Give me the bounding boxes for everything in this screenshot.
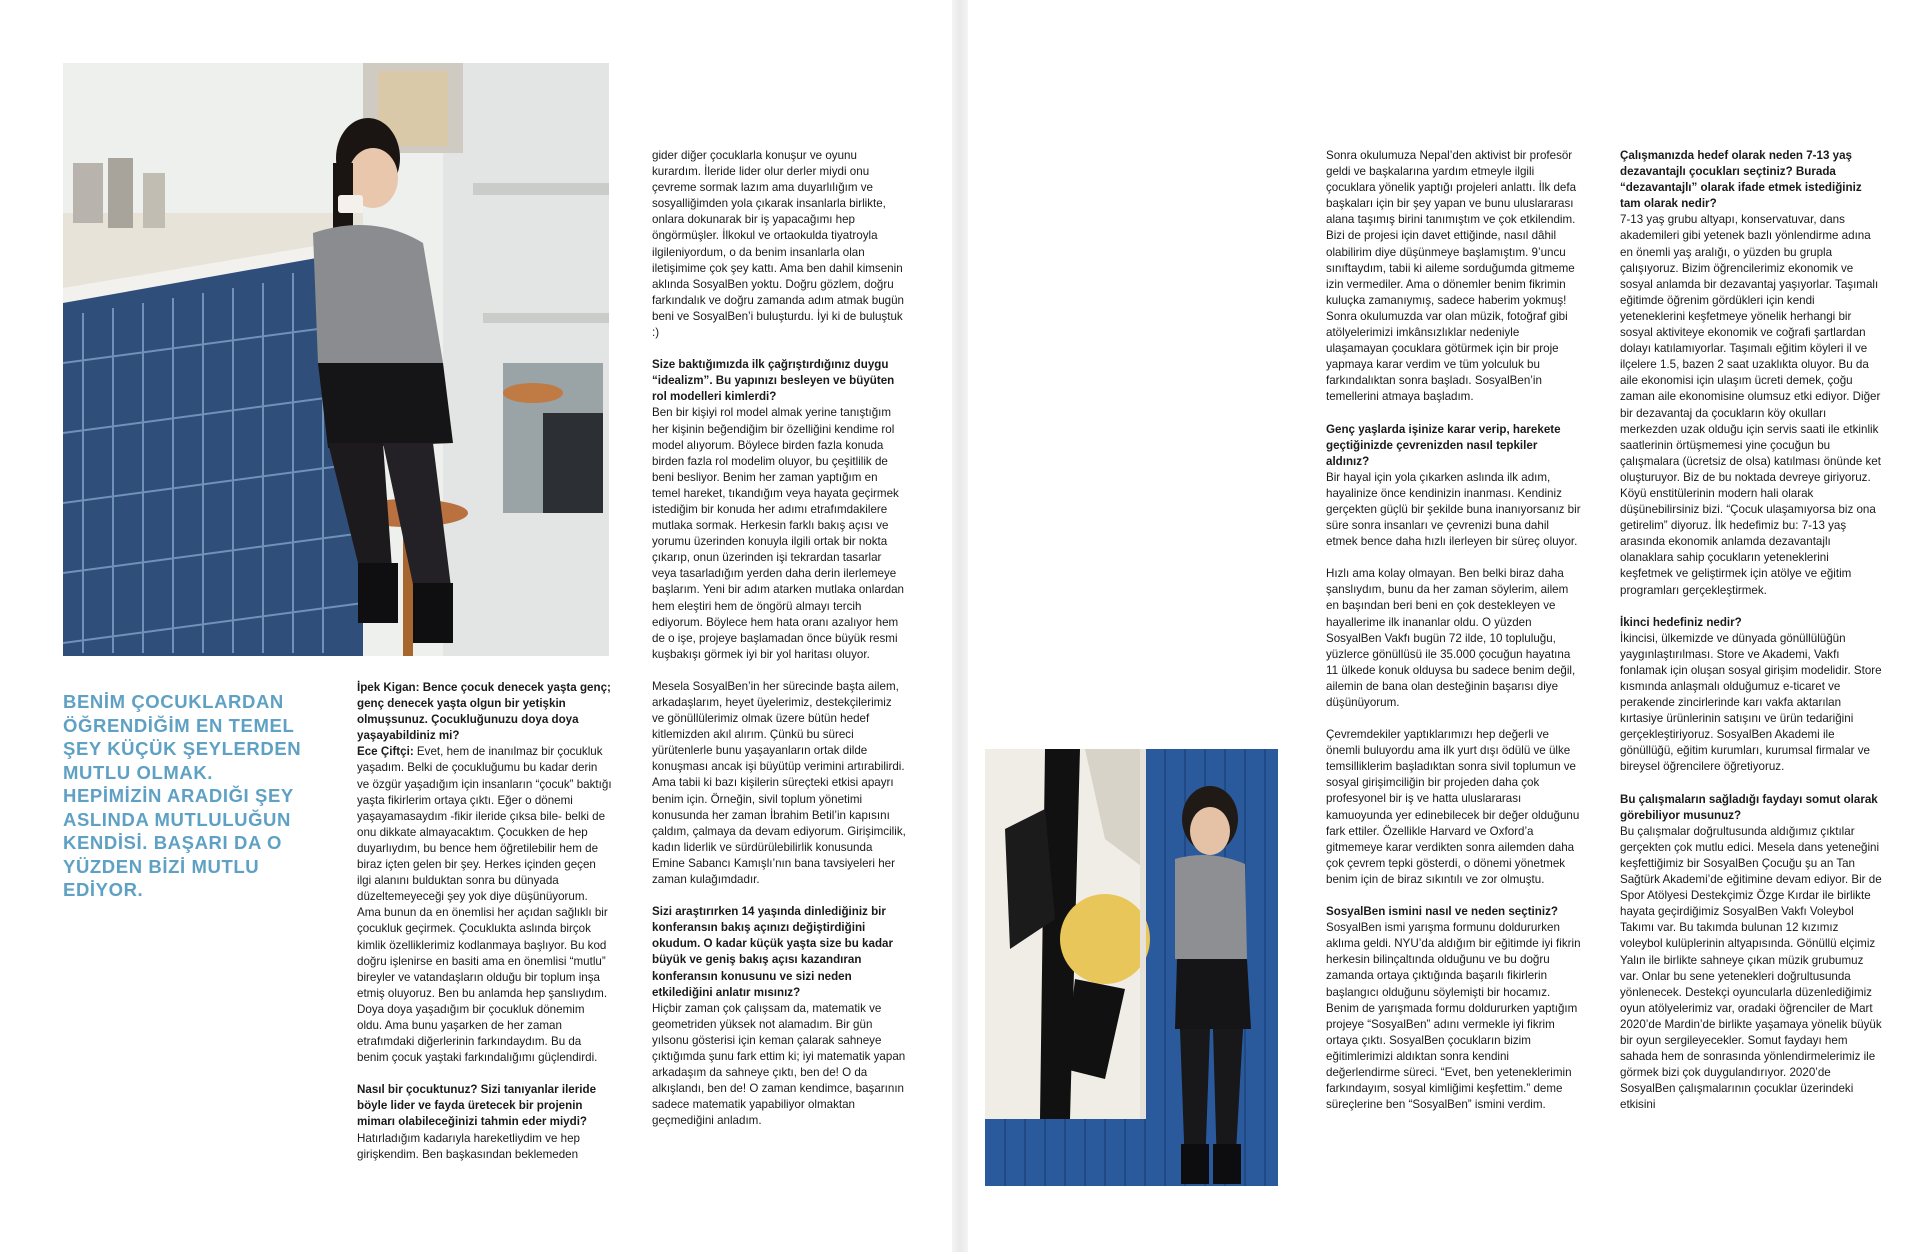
answer-7: 7-13 yaş grubu altyapı, konservatuvar, dans akademileri gibi yetenek bazlı yönlendirme adına en önemli yaş aralığı, o yüzden bu grupla çalışıyoruz. Bizim öğrencilerimiz ekonomik ve sosyal anlamda bir dezavantaj yaşıyorlar. Taşımalı eğitimde öğrenim gördükleri için kendi yeteneklerini keşfetmeye yönelik herhangi bir sosyal aktiviteye ekonomik ve coğrafi şartlardan dolayı katılamıyorlar. Taşımalı eğitim köyleri il ve ilçelere 1.5, bazen 2 saat uzaklıkta oluyor. Bu da aile ekonomisi için ulaşım ücreti demek, çoğu zaman aile ekonomisine olumsuz etki ediyor. Diğer bir dezavantaj da çocukların köy okulları merkezden uzak olduğu için servis saati ile etkinlik saatlerinin örtüşmemesi yine çocuğun bu çalışmalara (ücretsiz de olsa) katılması önünde ket oluşturuyor. Biz de bu noktada devreye giriyoruz. Köyü enstitülerinin modern hali olarak düşünebilirsiniz bizi. “Çocuk ulaşamıyorsa biz ona getirelim” diyoruz. İlk hedefimiz bu: 7-13 yaş arasında ekonomik anlamda dezavantajlı olanaklara sahip çocukların yeteneklerini keşfetmek ve geliştirmek için atölye ve eğitim programları gerçekleştirmek. xyxy=(1620,213,1881,597)
answer-4: Hiçbir zaman çok çalışsam da, matematik ve geometriden yüksek not alamadım. Bir gün yılsonu gösterisi için keman çalarak sahneye çıktığımda şunu fark ettim ki; iyi matematik yapan arkadaşım da sahneye çıktı, ben de! O da alkışlandı, ben de! O zaman kendimce, başarının sadece matematik yapabiliyor olmaktan geçmediğini anladım. xyxy=(652,1001,906,1128)
answer-6: SosyalBen ismi yarışma formunu doldururken aklıma geldi. NYU’da aldığım bir eğitimde iyi fikrin herkesin bilinçaltında olduğunu ve bu doğru zamanda ortaya çıktığında başarılı fikirlerin başlangıcı olduğunu söylemişti bir hocamız. Benim de yarışmada formu doldururken yaptığım projeye “SosyalBen” adını vermekle iyi fikrim ortaya çıktı. SosyalBen çocukların bizim eğitimlerimizi aldıktan sonra kendini değerlendirme süreci. “Evet, ben yeteneklerimin farkındayım, sosyal kimliğimi keşfettim.” deme süreçlerine ben “SosyalBen” ismini verdim. xyxy=(1326,921,1581,1112)
question-3: Size baktığımızda ilk çağrıştırdığınız duygu “idealizm”. Bu yapınızı besleyen ve büyüten rol modelleri kimlerdi? xyxy=(652,358,895,404)
question-4: Sizi araştırırken 14 yaşında dinlediğiniz bir konferansın bakış açınızı değiştirdiğini okudum. O kadar küçük yaşta size bu kadar büyük ve geniş bakış açısı kazandıran konferansın konusunu ve sizi neden etkilediğini anlatır mısınız? xyxy=(652,905,893,999)
mural-photo xyxy=(985,749,1278,1186)
question-8: İkinci hedefiniz nedir? xyxy=(1620,615,1742,629)
pull-quote: BENİM ÇOCUKLARDAN ÖĞRENDİĞİM EN TEMEL ŞEY KÜÇÜK ŞEYLERDEN MUTLU OLMAK. HEPİMİZİN ARADIĞI ŞEY ASLINDA MUTLULUĞUN KENDİSİ. BAŞARI DA O YÜZDEN BİZİ MUTLU EDİYOR. xyxy=(63,691,302,900)
question-9: Bu çalışmaların sağladığı faydayı somut olarak görebiliyor musunuz? xyxy=(1620,792,1878,822)
question-1: İpek Kigan: Bence çocuk denecek yaşta genç; genç denecek yaşta olgun bir yetişkin olmuşsunuz. Çocukluğunuzu doya doya yaşayabildiniz mi? xyxy=(357,681,611,743)
answer-5: Bir hayal için yola çıkarken aslında ilk adım, hayalinize önce kendinizin inanması. Kendiniz gerçekten güçlü bir şekilde buna inanıyorsanız bir süre sonra insanları ve çevrenizi buna dahil etmek bence daha hızlı ilerleyen bir süreç oluyor. xyxy=(1326,470,1581,549)
column-4 xyxy=(1620,148,1882,1129)
column-2 xyxy=(652,148,907,1145)
paragraph: gider diğer çocuklarla konuşur ve oyunu kurardım. İleride lider olur derler miydi onu çevreme sormak lazım ama duyarlılığım ve sosyalliğimden yola çıkarak insanlarla birlikte, onlara dokunarak bir iş yapacağımı hep öngörmüşler. İlkokul ve ortaokulda tiyatroyla ilgileniyordum, o da benim insanlarla olan iletişimime çok şey kattı. Ama ben dahil kimsenin aklında SosyalBen yoktu. Doğru gözlem, doğru farkındalık ve doğru zamanda adım atmak bugün beni ve SosyalBen’i buluşturdu. İyi ki de buluştuk :) xyxy=(652,149,904,340)
page-gutter xyxy=(952,0,968,1252)
answer-8: İkincisi, ülkemizde ve dünyada gönüllülüğün yaygınlaştırılması. Store ve Akademi, Vakfı fonlamak için oluşan sosyal girişim modelidir. Store kısmında anlaşmalı olduğumuz e-ticaret ve perakende zincirlerinde karı vakfa aktarılan kırtasiye ürünlerinin satışını ve ürün tedariğini gerçekleştiriyoruz. SosyalBen Akademi ile gönüllüğü, eğitim kurumları, kurumsal firmalar ve bireysel öğrencilere öğretiyoruz. xyxy=(1620,631,1882,774)
question-2: Nasıl bir çocuktunuz? Sizi tanıyanlar ileride böyle lider ve fayda üretecek bir projenin mimarı olabileceğinizi tahmin eder miydi? xyxy=(357,1083,597,1129)
paragraph: Çevremdekiler yaptıklarımızı hep değerli ve önemli buluyordu ama ilk yurt dışı ödülü ve ülke temsilliklerim başladıktan sonra sivil toplumun ve sosyal girişimciliğin bir projeden daha çok profesyonel bir iş ve hatta uluslararası kamuoyunda yer edinebilecek bir değer olduğunu fark ettiler. Özellikle Harvard ve Oxford’a gitmemeye karar verdikten sonra ailemden daha çok çevrem tepki gösterdi, o dönemi yönetmek benim için de biraz sıkıntılı ve zor olmuştu. xyxy=(1326,728,1580,886)
answer-9: Bu çalışmalar doğrultusunda aldığımız çıktılar gerçekten çok mutlu edici. Mesela dans yeteneğini keşfettiğimiz bir SosyalBen Çocuğu şu an Tan Sağtürk Akademi’de eğitimine devam ediyor. Bir de Spor Atölyesi Destekçimiz Özge Kırdar ile birlikte hayata geçirdiğimiz SosyalBen Vakfı Voleybol Takımı var. Bu takımda bulunan 12 kızımız voleybol kulüplerinin altyapısında. Gönüllü elçimiz Yalın ile birlikte sahneye çıkan müzik grubumuz var. Onlar bu sene yetenekleri doğrultusunda yönlenecek. Destekçi oyuncularla düzenlediğimiz oyun atölyelerimiz var, oradaki öğrenciler de Mart 2020’de Mardin’de birlikte yaşamaya yönelik büyük bir oyun sergileyecekler. Somut faydayı hem sahada hem de sonrasında yönlendirmelerimiz ile görmek bizi çok duygulandırıyor. 2020’de SosyalBen çalışmalarının çocuklar üzerindeki etkisini xyxy=(1620,824,1882,1112)
question-6: SosyalBen ismini nasıl ve neden seçtiniz? xyxy=(1326,905,1558,919)
paragraph: Hızlı ama kolay olmayan. Ben belki biraz daha şanslıydım, bunu da her zaman söylerim, ailem en başından beri beni en çok destekleyen ve hayallerime ilk inananlar oldu. O yüzden SosyalBen Vakfı bugün 72 ilde, 10 topluluğu, yüzlerce gönüllüsü ile 35.000 çocuğun hayatına 11 ülkede konuk olduysa bu sadece benim değil, ailemin de bana olan desteğinin başarısı diye düşünüyorum. xyxy=(1326,567,1576,709)
answer-speaker: Ece Çiftçi: xyxy=(357,745,414,759)
answer-1: Evet, hem de inanılmaz bir çocukluk yaşadım. Belki de çocukluğumu bu kadar derin ve özgür yaşadığım için insanların “çocuk” baktığı yaşta fikirlerim ortaya çıktı. Eğer o dönemi yaşayamasaydım -fikir ileride çıksa bile- belki de onu dikkate almayacaktım. Çocukken de hep duyarlıydım, bu bence hem öğretilebilir hem de biraz içten gelen bir şey. Herkes içinden geçen ilgi alanını bulduktan sonra bu dünyada düzeltemeyeceği şey yok diye düşünüyorum. Ama bunun da en önemlisi her açıdan sağlıklı bir çocukluk geçirmek. Çocuklukta aslında birçok kimlik özelliklerimiz kodlanmaya başlıyor. Bu kod doğru işlenirse en basiti ama en önemlisi “mutlu” bireyler ve vatandaşların olduğu bir toplum inşa etmiş oluyoruz. Ben bu anlamda hep şanslıydım. Doya doya yaşadığım bir çocukluk dönemim oldu. Ama bunu yaşarken de her zaman etrafımdaki diğerlerinin farkındaydım. Bu da benim çocuk yaştaki farkındalığımı güçlendirdi. xyxy=(357,745,612,1065)
question-7: Çalışmanızda hedef olarak neden 7-13 yaş dezavantajlı çocukları seçtiniz? Burada “dezavantajlı” olarak ifade etmek istediğiniz tam olarak nedir? xyxy=(1620,149,1862,211)
question-5: Genç yaşlarda işinize karar verip, harekete geçtiğinizde çevrenizden nasıl tepkiler aldınız? xyxy=(1326,422,1561,468)
column-3 xyxy=(1326,148,1581,1129)
answer-3: Ben bir kişiyi rol model almak yerine tanıştığım her kişinin beğendiğim bir özelliğini kendime rol model alıyorum. Böylece birden fazla konuda birden fazla rol modelim oluyor, bu çeşitlilik de beni besliyor. Benim her zaman yaptığım en temel hareket, tıkandığım veya hayata geçirmek istediğim bir konuda her adımı etrafımdakilere mutlaka sormak. Herkesin farklı bakış açısı ve yorumu üzerinden konuyla ilgili ortak bir nokta çıkarıp, onun üzerinden işi tekrardan tasarlar veya tasarladığım yerden daha derin ilerlemeye başlarım. Yeni bir adım atarken mutlaka onlardan hem eleştiri hem de öngörü almayı tercih ediyorum. Böylece hem hata oranı azalıyor hem de o işe, projeye başlamadan önce büyük resmi kuşbakışı görmek iyi bir yol haritası oluyor. xyxy=(652,406,904,661)
paragraph: Sonra okulumuza Nepal’den aktivist bir profesör geldi ve başkalarına yardım etmeyle ilgili çocuklara yönelik yaptığı projeleri anlattı. İlk defa başkaları için bir şey yapan ve bunu uluslararası alana taşımış birini tanımıştım ve çok etkilendim. Bizi de projesi için davet ettiğinde, nasıl dâhil olabilirim diye düşünmeye başlamıştım. 9’uncu sınıftaydım, tabii ki aileme sorduğumda gitmeme izin vermediler. Ama o dönemler benim fikrimin kuluçka zamanıymış, sadece haberim yokmuş! Sonra okulumuzda var olan müzik, fotoğraf gibi atölyelerimizi imkânsızlıklar nedeniyle ulaşamayan çocuklara götürmek için bir proje yapmaya karar verdim ve tüm yolculuk bu farkındalıktan sonra başladı. SosyalBen’in temellerini atmaya başladım. xyxy=(1326,149,1577,404)
answer-2: Hatırladığım kadarıyla hareketliydim ve hep girişkendim. Ben başkasından beklemeden xyxy=(357,1131,580,1161)
column-1 xyxy=(357,680,612,1179)
cafe-photo xyxy=(63,63,609,656)
paragraph: Mesela SosyalBen’in her sürecinde başta ailem, arkadaşlarım, heyet üyelerimiz, destekçilerimiz ve gönüllülerimiz olmak üzere bütün hedef kitlemizden akıl alırım. Çünkü bu süreci yürütenlerle bunu yaşayanların ortak dilde konuşması ancak işi büyütüp verimini artırabilirdi. Ama tabii ki bazı kişilerin süreçteki etkisi apayrı benim için. Örneğin, sivil toplum yönetimi konusunda her zaman İbrahim Betil’in kapısını çaldım, çalmaya da devam ediyorum. Girişimcilik, kadın liderlik ve sürdürülebilirlik konusunda Emine Sabancı Kamışlı’nın bana tavsiyeleri her zaman kulağımdadır. xyxy=(652,679,906,887)
